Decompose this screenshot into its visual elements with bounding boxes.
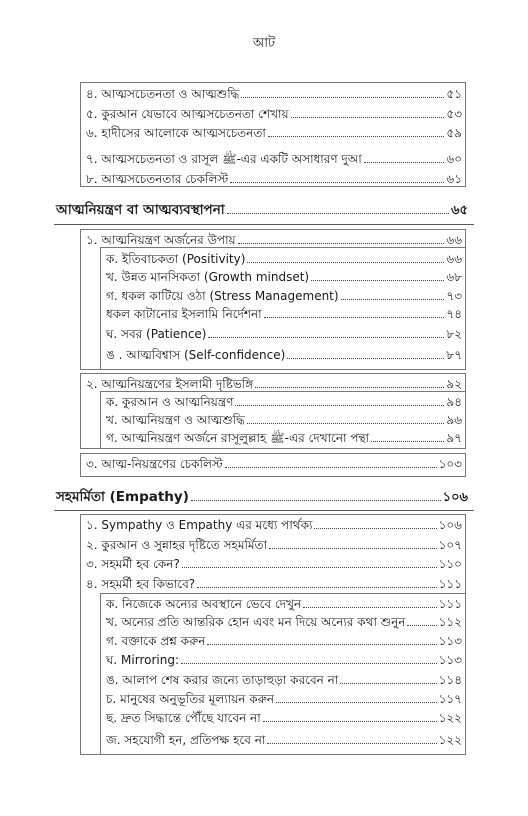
toc-entry[interactable] [86, 377, 462, 392]
toc-entry-label: ৪. আত্মসচেতনতা ও আত্মশুদ্ধি [86, 87, 240, 101]
leader-dots [267, 743, 436, 744]
toc-entry-page: ১১৩ [438, 653, 462, 667]
toc-entry-page: ৫৯ [446, 126, 462, 140]
leader-dots [182, 567, 437, 568]
toc-section-label: সহমর্মিতা (Empathy) [56, 489, 189, 505]
leader-dots [227, 213, 449, 214]
toc-section-label: আত্মনিয়ন্ত্রণ বা আত্মব্যবস্থাপনা [56, 202, 225, 218]
toc-entry-label: ছ. দ্রুত সিদ্ধান্তে পৌঁছে যাবেন না [106, 711, 261, 725]
leader-dots [207, 644, 436, 645]
toc-entry-page: ১১৪ [438, 673, 462, 687]
toc-entry-page: ৮২ [446, 327, 462, 341]
leader-dots [181, 663, 437, 664]
toc-entry-label: জ. সহযোগী হন, প্রতিপক্ষ হবে না [106, 733, 266, 747]
toc-entry-label: গ. ধকল কাটিয়ে ওঠা (Stress Management) [106, 289, 339, 303]
leader-dots [287, 358, 444, 359]
toc-entry-page: ১০৭ [438, 538, 462, 552]
leader-dots [341, 299, 445, 300]
toc-entry[interactable] [106, 289, 462, 304]
leader-dots [314, 528, 436, 529]
toc-entry-page: ৯৪ [446, 395, 462, 409]
toc-entry[interactable] [106, 711, 462, 726]
toc-entry-label: ঙ. আলাপ শেষ করার জন্যে তাড়াহুড়া করবেন না [106, 673, 339, 687]
toc-entry-page: ৯২ [446, 377, 462, 391]
leader-dots [291, 117, 445, 118]
toc-entry[interactable] [106, 692, 462, 707]
toc-entry[interactable] [106, 733, 462, 748]
toc-entry-page: ৮৭ [446, 348, 462, 362]
toc-entry-page: ১০৩ [438, 457, 462, 471]
leader-dots [268, 136, 445, 137]
toc-entry-label: ক. কুরআন ও আত্মনিয়ন্ত্রণ [106, 395, 234, 409]
toc-entry-page: ১১১ [438, 577, 462, 591]
toc-entry[interactable] [106, 327, 462, 342]
toc-entry[interactable] [86, 538, 462, 553]
toc-entry[interactable] [106, 348, 462, 363]
toc-entry-label: ১. আত্মনিয়ন্ত্রণ অর্জনের উপায় [86, 233, 236, 247]
toc-entry[interactable] [106, 395, 462, 410]
toc-entry-label: খ. অন্যের প্রতি আন্তরিক হোন এবং মন দিয়ে অন্যের কথা শুনুন [106, 615, 406, 629]
toc-entry-page: ৫১ [446, 87, 462, 101]
toc-entry-page: ৭৩ [446, 289, 462, 303]
toc-entry-page: ১০৬ [438, 518, 462, 532]
toc-entry[interactable] [86, 126, 462, 141]
leader-dots [208, 337, 444, 338]
toc-entry-label: ৫. কুরআন যেভাবে আত্মসচেতনতা শেখায় [86, 107, 289, 121]
toc-entry-label: ৩. সহমর্মী হব কেন? [86, 557, 180, 571]
toc-entry[interactable] [86, 577, 462, 592]
toc-entry[interactable] [106, 307, 462, 322]
leader-dots [269, 548, 437, 549]
leader-dots [247, 423, 444, 424]
toc-section-page: ৬৫ [451, 203, 468, 218]
toc-entry[interactable] [106, 413, 462, 428]
toc-entry-label: ১. Sympathy ও Empathy এর মধ্যে পার্থক্য [86, 518, 313, 532]
section-divider [54, 224, 474, 225]
toc-entry-page: ১২২ [438, 733, 462, 747]
toc-entry-label: ৮. আত্মসচেতনতার চেকলিস্ট [86, 172, 229, 186]
toc-entry[interactable] [86, 557, 462, 572]
toc-entry-label: খ. উন্নত মানসিকতা (Growth mindset) [106, 270, 310, 284]
toc-entry-label: খ. আত্মনিয়ন্ত্রণ ও আত্মশুদ্ধি [106, 413, 245, 427]
toc-entry-page: ৯৭ [446, 431, 462, 445]
toc-entry-label: ঙ . আত্মবিশ্বাস (Self-confidence) [106, 348, 286, 362]
leader-dots [371, 441, 444, 442]
toc-entry-page: ৫৩ [446, 107, 462, 121]
toc-entry-label: ৩. আত্ম-নিয়ন্ত্রণের চেকলিস্ট [86, 457, 223, 471]
toc-entry[interactable] [86, 457, 462, 472]
leader-dots [247, 262, 444, 263]
leader-dots [241, 97, 444, 98]
toc-entry[interactable] [106, 653, 462, 668]
toc-section-page: ১০৬ [442, 490, 468, 505]
toc-entry[interactable] [86, 172, 462, 187]
toc-entry-page: ৬৬ [446, 252, 462, 266]
leader-dots [255, 387, 444, 388]
toc-entry-label: ২. আত্মনিয়ন্ত্রণের ইসলামী দৃষ্টিভঙ্গি [86, 377, 254, 391]
toc-entry[interactable] [86, 87, 462, 102]
toc-entry-label: ৪. সহমর্মী হব কিভাবে? [86, 577, 196, 591]
toc-entry-label: ক. নিজেকে অন্যের অবস্থানে ভেবে দেখুন [106, 597, 302, 611]
leader-dots [238, 243, 445, 244]
toc-entry-page: ৬১ [446, 172, 462, 186]
leader-dots [263, 721, 437, 722]
section-divider [54, 510, 474, 511]
leader-dots [230, 182, 444, 183]
toc-section-heading[interactable] [56, 490, 468, 505]
toc-entry-label: ২. কুরআন ও সুন্নাহর দৃষ্টিতে সহমর্মিতা [86, 538, 268, 552]
toc-entry-page: ১১০ [438, 557, 462, 571]
leader-dots [225, 467, 437, 468]
toc-entry[interactable] [106, 597, 462, 612]
toc-entry[interactable] [106, 615, 462, 630]
toc-entry[interactable] [106, 252, 462, 267]
leader-dots [191, 500, 441, 501]
page-header: আট [252, 36, 276, 51]
toc-entry-page: ১১২ [438, 615, 462, 629]
leader-dots [311, 280, 444, 281]
leader-dots [407, 625, 436, 626]
toc-entry-label: চ. মানুষের অনুভূতির মূল্যায়ন করুন [106, 692, 274, 706]
toc-entry-page: ১১৭ [438, 692, 462, 706]
toc-entry[interactable] [86, 107, 462, 122]
toc-entry-label: ঘ. Mirroring: [106, 653, 179, 667]
toc-entry-label: ৭. আত্মসচেতনতা ও রাসূল ﷺ-এর একটি অসাধারণ দুআ [86, 152, 362, 166]
leader-dots [364, 162, 445, 163]
toc-entry[interactable] [86, 518, 462, 533]
toc-entry-label: গ. আত্মনিয়ন্ত্রণ অর্জনে রাসূলুল্লাহ ﷺ-এর দেখানো পন্থা [106, 431, 370, 445]
leader-dots [276, 702, 437, 703]
leader-dots [340, 683, 436, 684]
toc-entry-page: ৬৬ [446, 233, 462, 247]
toc-entry-page: ৭৪ [446, 307, 462, 321]
toc-entry[interactable] [106, 673, 462, 688]
toc-entry-label: ৬. হাদীসের আলোকে আত্মসচেতনতা [86, 126, 266, 140]
leader-dots [264, 317, 445, 318]
toc-entry-label: ধকল কাটানোর ইসলামি নির্দেশনা [106, 307, 262, 321]
toc-section-heading[interactable] [56, 203, 468, 218]
toc-entry-page: ১১৩ [438, 634, 462, 648]
toc-entry-label: গ. বক্তাকে প্রশ্ন করুন [106, 634, 206, 648]
toc-entry[interactable] [106, 270, 462, 285]
toc-entry-page: ৬৮ [446, 270, 462, 284]
toc-entry-label: ঘ. সবর (Patience) [106, 327, 207, 341]
toc-entry-page: ৬০ [446, 152, 462, 166]
leader-dots [197, 587, 436, 588]
toc-entry-page: ১২২ [438, 711, 462, 725]
leader-dots [235, 405, 444, 406]
toc-entry[interactable] [86, 233, 462, 248]
toc-entry-page: ১১১ [438, 597, 462, 611]
toc-entry-page: ৯৬ [446, 413, 462, 427]
toc-entry[interactable] [86, 152, 462, 167]
toc-entry[interactable] [106, 634, 462, 649]
leader-dots [303, 607, 437, 608]
toc-entry-label: ক. ইতিবাচকতা (Positivity) [106, 252, 246, 266]
toc-entry[interactable] [106, 431, 462, 446]
